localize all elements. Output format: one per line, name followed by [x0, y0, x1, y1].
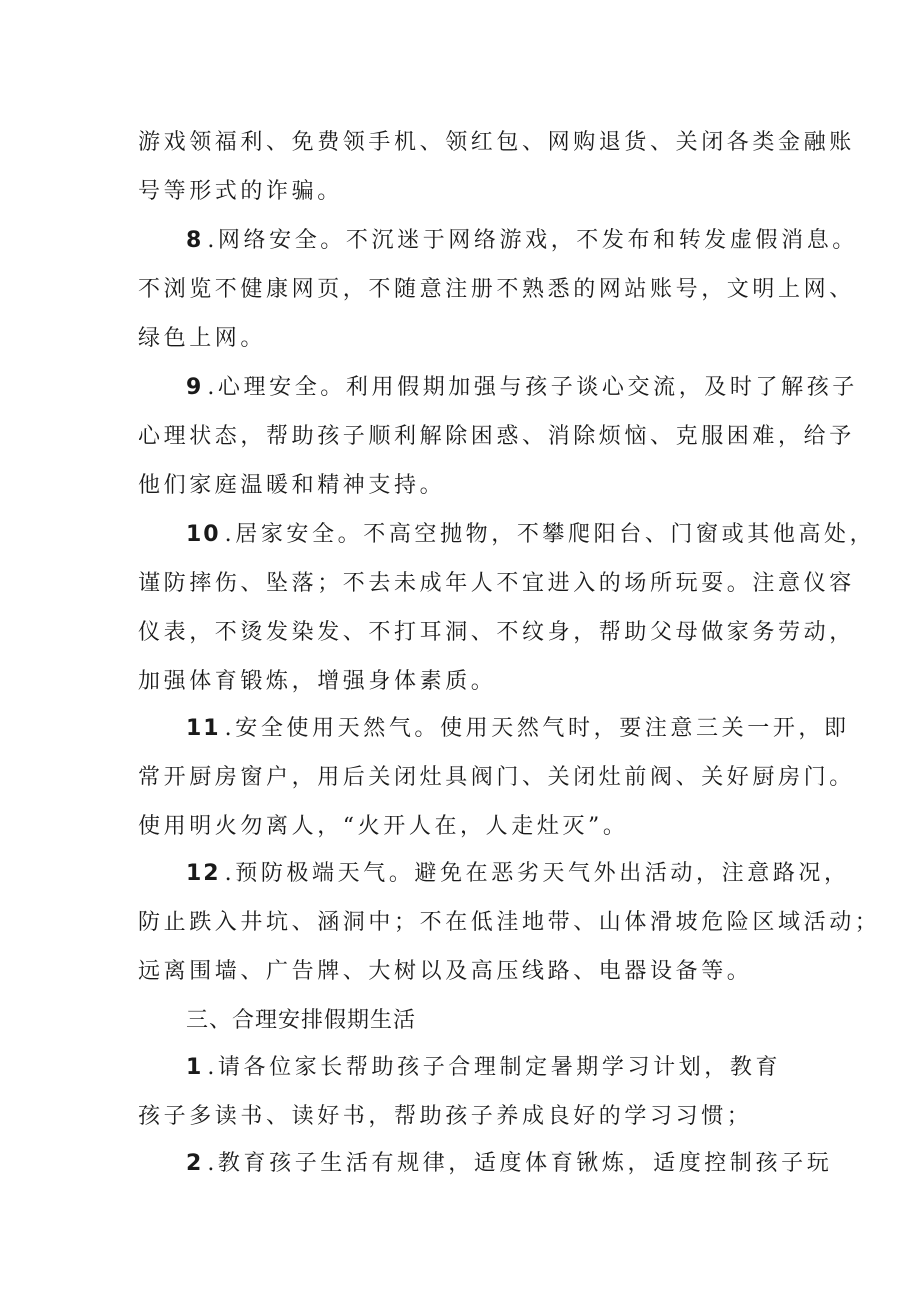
item-text: .安全使用天然气。使用天然气时，要注意三关一开，即	[224, 716, 850, 741]
text-line: 游戏领福利、免费领手机、领红包、网购退货、关闭各类金融账	[138, 130, 855, 155]
item-text: .请各位家长帮助孩子合理制定暑期学习计划，教育	[207, 1055, 782, 1080]
list-item-11-first-line	[186, 714, 850, 744]
item-number: 1	[186, 1055, 204, 1080]
text-line: 不浏览不健康网页，不随意注册不熟悉的网站账号，文明上网、	[138, 277, 855, 302]
item-text: .居家安全。不高空抛物，不攀爬阳台、门窗或其他高处，	[224, 522, 876, 547]
text-line: 孩子多读书、读好书，帮助孩子养成良好的学习习惯；	[138, 1104, 753, 1129]
text-line: 绿色上网。	[138, 326, 267, 351]
list-item-9-first-line	[186, 373, 858, 403]
text-line: 远离围墙、广告牌、大树以及高压线路、电器设备等。	[138, 959, 753, 984]
section-heading: 三、合理安排假期生活	[186, 1008, 417, 1033]
item-number: 9	[186, 375, 204, 400]
item-text: .心理安全。利用假期加强与孩子谈心交流，及时了解孩子	[207, 375, 858, 400]
list-item-10-first-line	[186, 520, 875, 550]
text-line: 他们家庭温暖和精神支持。	[138, 473, 446, 498]
text-line: 号等形式的诈骗。	[138, 179, 343, 204]
list-item-12-first-line	[186, 859, 850, 889]
text-line: 使用明火勿离人，“火开人在，人走灶灭”。	[138, 814, 629, 839]
text-line: 加强体育锻炼，增强身体素质。	[138, 669, 497, 694]
text-line: 常开厨房窗户，用后关闭灶具阀门、关闭灶前阀、关好厨房门。	[138, 765, 855, 790]
text-line: 心理状态，帮助孩子顺利解除困惑、消除烦恼、克服困难，给予	[138, 424, 855, 449]
item-text: .网络安全。不沉迷于网络游戏，不发布和转发虚假消息。	[207, 228, 858, 253]
item-number: 10	[186, 522, 221, 547]
item-text: .预防极端天气。避免在恶劣天气外出活动，注意路况，	[224, 861, 850, 886]
section-item-1-first-line	[186, 1053, 781, 1083]
list-item-8-first-line	[186, 226, 858, 256]
section-item-2-first-line	[186, 1149, 832, 1179]
item-number: 2	[186, 1151, 204, 1176]
item-text: .教育孩子生活有规律，适度体育锹炼，适度控制孩子玩	[207, 1151, 833, 1176]
text-line: 防止跌入井坑、涵洞中；不在低洼地带、山体滑坡危险区域活动；	[138, 910, 881, 935]
text-line: 仪表，不烫发染发、不打耳洞、不纹身，帮助父母做家务劳动，	[138, 620, 855, 645]
item-number: 11	[186, 716, 221, 741]
text-line: 谨防摔伤、坠落；不去未成年人不宜进入的场所玩耍。注意仪容	[138, 571, 855, 596]
item-number: 12	[186, 861, 221, 886]
item-number: 8	[186, 228, 204, 253]
